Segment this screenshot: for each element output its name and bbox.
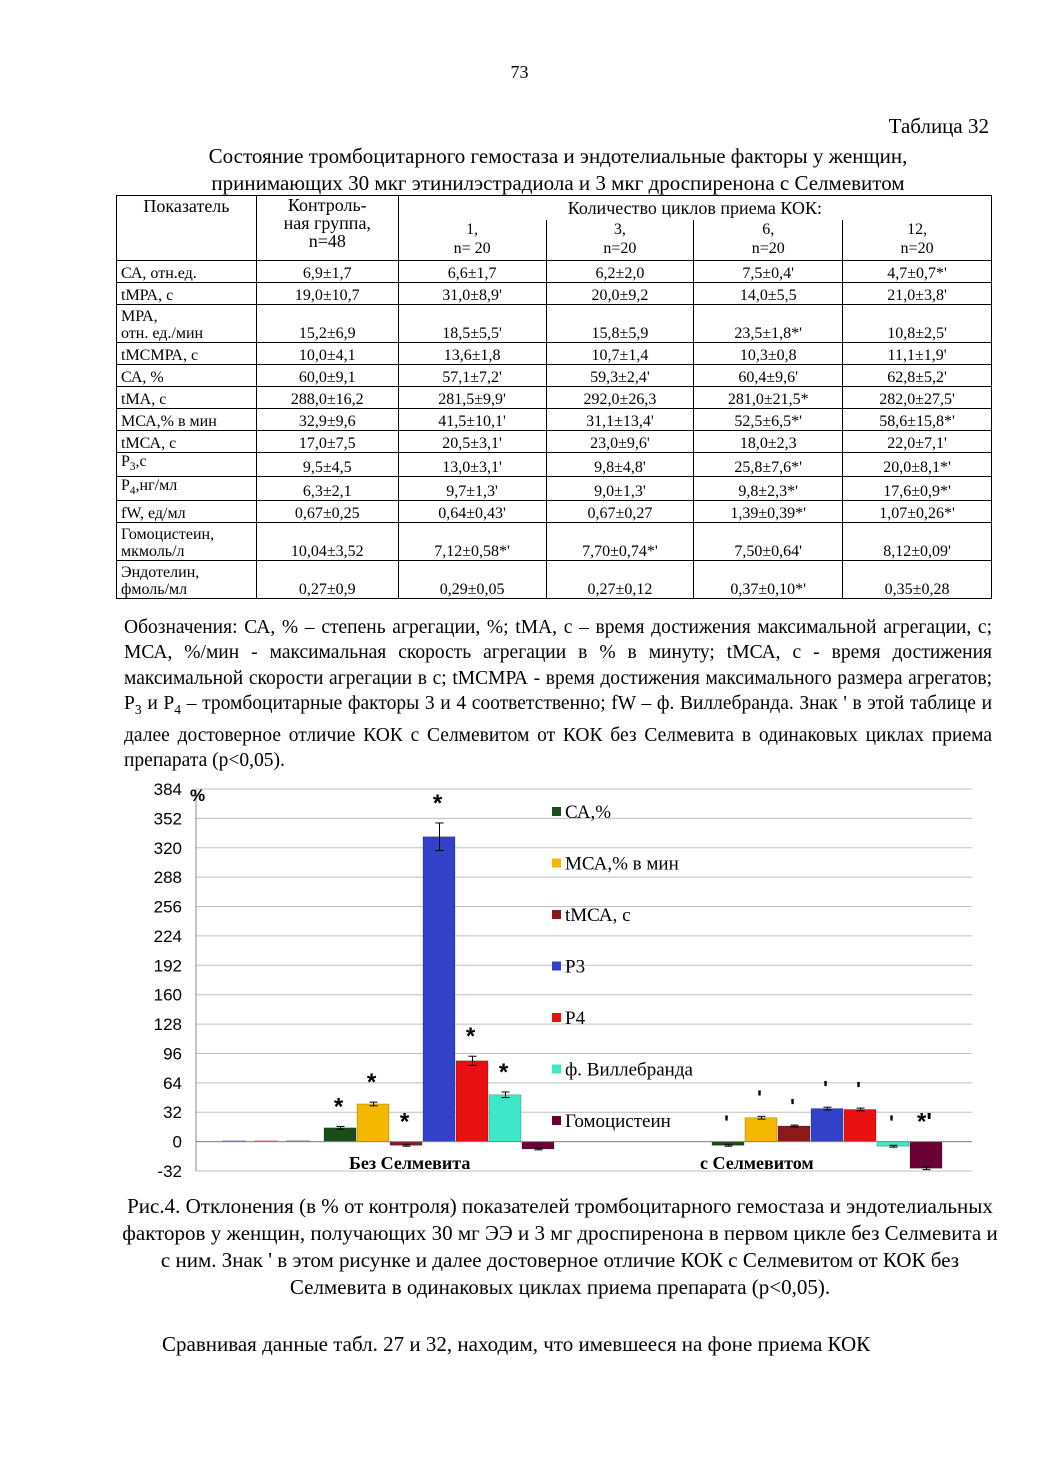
row-cycle-value: 1,39±0,39*' xyxy=(694,500,843,522)
header-cycle-1 xyxy=(398,220,546,260)
row-control-value: 15,2±6,9 xyxy=(256,304,398,342)
notes-sub-4: 4 xyxy=(174,702,182,718)
bar-chart xyxy=(130,778,980,1178)
header-cycle-n: n= 20 xyxy=(453,240,491,257)
row-cycle-value: 20,0±9,2 xyxy=(546,282,694,304)
table-caption-line-1: Состояние тромбоцитарного гемостаза и эндотелиальные факторы у женщин, xyxy=(208,144,908,168)
row-indicator xyxy=(117,500,257,522)
y-tick-label: 352 xyxy=(153,809,182,829)
row-control-value: 10,0±4,1 xyxy=(256,342,398,364)
significance-mark: * xyxy=(399,1108,410,1136)
row-control-value: 288,0±16,2 xyxy=(256,386,398,408)
row-indicator xyxy=(117,260,257,282)
row-cycle-value: 281,0±21,5* xyxy=(694,386,843,408)
page-number: 73 xyxy=(510,62,529,82)
row-cycle-value: 6,2±2,0 xyxy=(546,260,694,282)
row-cycle-value: 6,6±1,7 xyxy=(398,260,546,282)
header-cycle-n: n=20 xyxy=(900,240,934,257)
row-cycle-value: 25,8±7,6*' xyxy=(694,452,843,476)
row-indicator-name: МСА,% в мин xyxy=(121,412,217,430)
header-cycle-number: 1, xyxy=(466,221,479,238)
header-cycle-number: 6, xyxy=(762,221,775,238)
x-category-label: с Селмевитом xyxy=(700,1153,814,1173)
row-cycle-value: 0,64±0,43' xyxy=(398,500,546,522)
y-tick-label: 32 xyxy=(163,1103,182,1123)
row-cycle-value: 58,6±15,8*' xyxy=(843,408,992,430)
row-cycle-value: 10,7±1,4 xyxy=(546,342,694,364)
row-cycle-value: 15,8±5,9 xyxy=(546,304,694,342)
y-axis-label: % xyxy=(190,786,206,805)
bar-1-0 xyxy=(357,1104,389,1142)
significance-mark: ' xyxy=(724,1112,729,1135)
notes-text-1: Обозначения: СА, % – степень агрегации, %; tМА, с – время достижения максимальной агрегации, с; МСА, %/мин - максимальная скорость агрегации в % в минуту; tМСА, с - время достижения максимальной скорости агрегации в с; tМСМРА - время достижения максимального размера агрегатов; Р xyxy=(124,617,992,715)
row-control-value: 9,5±4,5 xyxy=(256,452,398,476)
row-control-value: 19,0±10,7 xyxy=(256,282,398,304)
figure-caption: Рис.4. Отклонения (в % от контроля) показателей тромбоцитарного гемостаза и эндотелиальных факторов у женщин, получающих 30 мг ЭЭ и 3 мг дроспиренона в первом цикле без Селмевита и с ним. Знак ' в этом рисунке и далее достоверное отличие КОК с Селмевитом от КОК без Селмевита в одинаковых циклах приема препарата (p<0,05). xyxy=(122,1194,998,1299)
y-tick-label: 192 xyxy=(153,956,182,976)
legend-swatch xyxy=(552,1065,561,1074)
row-cycle-value: 0,29±0,05 xyxy=(398,560,546,598)
row-cycle-value: 59,3±2,4' xyxy=(546,364,694,386)
row-cycle-value: 21,0±3,8' xyxy=(843,282,992,304)
row-cycle-value: 292,0±26,3 xyxy=(546,386,694,408)
row-indicator-name: tМРА, с xyxy=(121,286,174,304)
bar-0-0 xyxy=(324,1128,356,1142)
table-row xyxy=(117,500,992,522)
row-indicator-unit: отн. ед./мин xyxy=(121,324,204,342)
legend-label: Р4 xyxy=(565,1008,586,1029)
row-cycle-value: 31,0±8,9' xyxy=(398,282,546,304)
row-cycle-value: 7,50±0,64' xyxy=(694,522,843,560)
significance-mark: * xyxy=(498,1059,509,1087)
row-cycle-value: 20,5±3,1' xyxy=(398,430,546,452)
header-control-line-2: ная группа, xyxy=(283,213,371,233)
table-row xyxy=(117,304,992,342)
significance-mark: *' xyxy=(916,1108,933,1136)
row-cycle-value: 281,5±9,9' xyxy=(398,386,546,408)
row-cycle-value: 9,7±1,3' xyxy=(398,476,546,500)
row-cycle-value: 8,12±0,09' xyxy=(843,522,992,560)
row-cycle-value: 11,1±1,9' xyxy=(843,342,992,364)
row-cycle-value: 7,70±0,74*' xyxy=(546,522,694,560)
row-indicator-subscript: 3 xyxy=(129,460,136,473)
row-indicator xyxy=(117,342,257,364)
row-indicator-name: Р xyxy=(121,476,130,494)
legend-label: tМСА, с xyxy=(565,905,631,926)
significance-mark: * xyxy=(333,1093,344,1121)
data-table xyxy=(116,195,992,599)
header-cycle-n: n=20 xyxy=(751,240,785,257)
row-cycle-value: 282,0±27,5' xyxy=(843,386,992,408)
significance-mark: ' xyxy=(856,1079,861,1102)
row-indicator xyxy=(117,476,257,500)
y-tick-label: 224 xyxy=(153,926,182,946)
row-cycle-value: 9,8±4,8' xyxy=(546,452,694,476)
header-cycle-number: 12, xyxy=(907,221,928,238)
header-cycles: Количество циклов приема КОК: xyxy=(398,196,991,221)
table-row xyxy=(117,282,992,304)
significance-mark: ' xyxy=(823,1078,828,1101)
table-caption xyxy=(124,143,992,197)
row-indicator xyxy=(117,430,257,452)
table-row xyxy=(117,342,992,364)
header-control-line-1: Контроль- xyxy=(287,195,367,215)
row-control-value: 60,0±9,1 xyxy=(256,364,398,386)
row-indicator xyxy=(117,408,257,430)
header-cycle-number: 3, xyxy=(613,221,626,238)
significance-mark: ' xyxy=(757,1087,762,1110)
header-indicator: Показатель xyxy=(117,196,257,261)
row-indicator-name: МРА, xyxy=(121,307,158,325)
row-cycle-value: 10,8±2,5' xyxy=(843,304,992,342)
row-cycle-value: 57,1±7,2' xyxy=(398,364,546,386)
table-row xyxy=(117,522,992,560)
row-control-value: 0,67±0,25 xyxy=(256,500,398,522)
table-row xyxy=(117,364,992,386)
row-indicator-unit: ,с xyxy=(135,452,147,470)
legend-swatch xyxy=(552,962,561,971)
row-cycle-value: 18,5±5,5' xyxy=(398,304,546,342)
legend-swatch xyxy=(552,859,561,868)
legend-label: ф. Виллебранда xyxy=(565,1059,693,1081)
row-cycle-value: 41,5±10,1' xyxy=(398,408,546,430)
row-control-value: 0,27±0,9 xyxy=(256,560,398,598)
row-indicator-name: fW, ед/мл xyxy=(121,504,186,522)
y-tick-label: -32 xyxy=(157,1162,182,1178)
y-tick-label: 256 xyxy=(153,897,182,917)
table-label: Таблица 32 xyxy=(888,114,989,138)
bar-3-0 xyxy=(423,837,455,1142)
legend-label: МСА,% в мин xyxy=(565,853,679,875)
notes-text-3: – тромбоцитарные факторы 3 и 4 соответственно; fW – ф. Виллебранда. Знак ' в этой таблице и далее достоверное отличие КОК с Селмевитом от КОК без Селмевита в одинаковых циклах приема препарата (p<0,05). xyxy=(124,693,992,771)
table-row xyxy=(117,452,992,476)
header-cycle-2 xyxy=(546,220,694,260)
y-tick-label: 96 xyxy=(163,1044,182,1064)
table-row xyxy=(117,430,992,452)
row-cycle-value: 0,67±0,27 xyxy=(546,500,694,522)
notes-text-2: и Р xyxy=(141,693,175,715)
row-indicator-subscript: 4 xyxy=(129,484,136,497)
table-row xyxy=(117,560,992,598)
row-cycle-value: 22,0±7,1' xyxy=(843,430,992,452)
legend-swatch xyxy=(552,1013,561,1022)
legend-swatch xyxy=(552,807,561,816)
row-cycle-value: 60,4±9,6' xyxy=(694,364,843,386)
significance-mark: * xyxy=(465,1023,476,1051)
y-tick-label: 288 xyxy=(153,868,182,888)
row-indicator-name: Эндотелин, xyxy=(121,563,200,581)
row-indicator xyxy=(117,452,257,476)
bar-4-1 xyxy=(844,1109,876,1141)
row-cycle-value: 4,7±0,7*' xyxy=(843,260,992,282)
row-cycle-value: 23,5±1,8*' xyxy=(694,304,843,342)
row-indicator-unit: мкмоль/л xyxy=(121,542,185,560)
significance-mark: * xyxy=(366,1069,377,1097)
row-cycle-value: 31,1±13,4' xyxy=(546,408,694,430)
row-cycle-value: 20,0±8,1*' xyxy=(843,452,992,476)
bar-5-0 xyxy=(489,1095,521,1142)
table-notes xyxy=(124,615,992,773)
row-indicator-name: tМСА, с xyxy=(121,434,177,452)
row-indicator xyxy=(117,364,257,386)
bar-3-1 xyxy=(811,1109,843,1142)
row-cycle-value: 9,8±2,3*' xyxy=(694,476,843,500)
row-cycle-value: 7,5±0,4' xyxy=(694,260,843,282)
legend-swatch xyxy=(552,910,561,919)
table-caption-line-2: принимающих 30 мкг этинилэстрадиола и 3 мкг дроспиренона с Селмевитом xyxy=(211,171,905,195)
y-tick-label: 160 xyxy=(153,985,182,1005)
row-cycle-value: 7,12±0,58*' xyxy=(398,522,546,560)
row-control-value: 6,9±1,7 xyxy=(256,260,398,282)
row-cycle-value: 17,6±0,9*' xyxy=(843,476,992,500)
header-cycle-3 xyxy=(694,220,843,260)
row-indicator-unit: фмоль/мл xyxy=(121,580,188,598)
bar-4-0 xyxy=(456,1061,488,1142)
header-cycle-4 xyxy=(843,220,992,260)
significance-mark: ' xyxy=(889,1112,894,1135)
row-cycle-value: 14,0±5,5 xyxy=(694,282,843,304)
table-row xyxy=(117,476,992,500)
row-control-value: 17,0±7,5 xyxy=(256,430,398,452)
significance-mark: ' xyxy=(790,1096,795,1119)
bar-1-1 xyxy=(745,1118,777,1142)
legend-label: СА,% xyxy=(565,802,612,823)
legend-swatch xyxy=(552,1116,561,1125)
row-cycle-value: 52,5±6,5*' xyxy=(694,408,843,430)
header-control xyxy=(256,196,398,261)
row-control-value: 10,04±3,52 xyxy=(256,522,398,560)
row-cycle-value: 23,0±9,6' xyxy=(546,430,694,452)
row-indicator-name: tМСМРА, с xyxy=(121,346,199,364)
row-indicator-name: СА, % xyxy=(121,368,164,386)
row-indicator-name: СА, отн.ед. xyxy=(121,264,197,282)
row-cycle-value: 0,35±0,28 xyxy=(843,560,992,598)
bar-6-1 xyxy=(910,1142,942,1169)
row-indicator-unit: ,нг/мл xyxy=(135,476,178,494)
header-control-line-3: n=48 xyxy=(308,231,346,251)
y-tick-label: 320 xyxy=(153,838,182,858)
row-indicator-name: Гомоцистеин, xyxy=(121,525,215,543)
notes-sub-3: 3 xyxy=(134,702,142,718)
significance-mark: * xyxy=(432,789,443,817)
row-indicator-name: Р xyxy=(121,452,130,470)
y-tick-label: 128 xyxy=(153,1015,182,1035)
row-cycle-value: 18,0±2,3 xyxy=(694,430,843,452)
row-cycle-value: 62,8±5,2' xyxy=(843,364,992,386)
y-tick-label: 0 xyxy=(172,1132,182,1152)
table-row xyxy=(117,386,992,408)
legend-label: Гомоцистеин xyxy=(565,1111,671,1132)
x-category-label: Без Селмевита xyxy=(349,1153,471,1173)
row-indicator xyxy=(117,522,257,560)
row-cycle-value: 1,07±0,26*' xyxy=(843,500,992,522)
table-row xyxy=(117,408,992,430)
row-indicator xyxy=(117,304,257,342)
body-text-last-line: Сравнивая данные табл. 27 и 32, находим, что имевшееся на фоне приема КОК xyxy=(162,1332,871,1356)
row-cycle-value: 9,0±1,3' xyxy=(546,476,694,500)
legend-label: Р3 xyxy=(565,956,586,978)
y-tick-label: 384 xyxy=(153,780,182,799)
row-indicator xyxy=(117,386,257,408)
row-indicator-name: tМА, с xyxy=(121,390,167,408)
row-indicator xyxy=(117,282,257,304)
row-cycle-value: 13,0±3,1' xyxy=(398,452,546,476)
row-cycle-value: 10,3±0,8 xyxy=(694,342,843,364)
row-control-value: 32,9±9,6 xyxy=(256,408,398,430)
row-cycle-value: 0,37±0,10*' xyxy=(694,560,843,598)
row-cycle-value: 13,6±1,8 xyxy=(398,342,546,364)
bar-2-1 xyxy=(778,1126,810,1142)
y-tick-label: 64 xyxy=(163,1073,182,1093)
table-row xyxy=(117,260,992,282)
header-cycle-n: n=20 xyxy=(603,240,637,257)
row-control-value: 6,3±2,1 xyxy=(256,476,398,500)
row-cycle-value: 0,27±0,12 xyxy=(546,560,694,598)
row-indicator xyxy=(117,560,257,598)
